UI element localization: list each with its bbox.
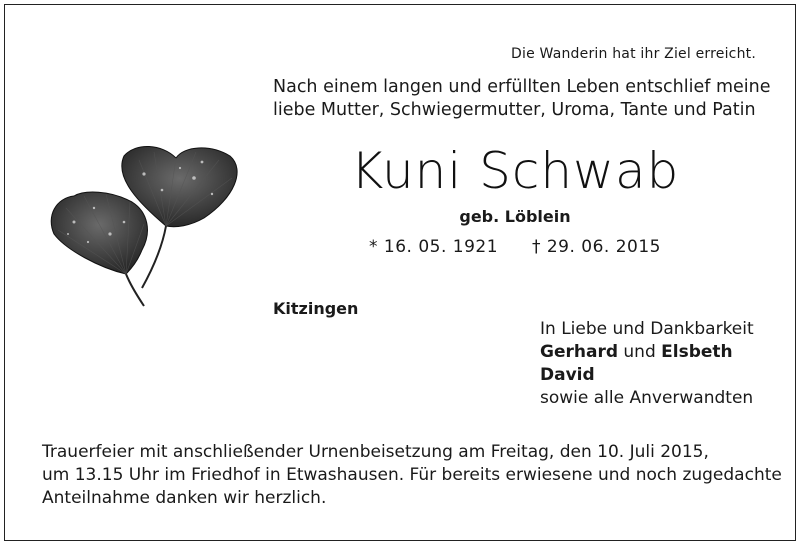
family-signature [540,318,754,410]
service-line: Trauerfeier mit anschließender Urnenbeisetzung am Freitag, den 10. Juli 2015, [42,442,709,462]
life-dates [0,237,800,257]
service-info [42,441,782,510]
family-connector: und [623,342,656,362]
family-line: In Liebe und Dankbarkeit [540,319,754,339]
family-member-name: Gerhard [540,342,618,362]
death-date: † 29. 06. 2015 [531,237,661,257]
city: Kitzingen [273,299,359,318]
maiden-name: geb. Löblein [459,207,571,226]
birth-date: * 16. 05. 1921 [369,237,499,257]
family-line [540,341,754,364]
family-line: sowie alle Anverwandten [540,388,754,408]
family-line [540,364,754,387]
family-surname: David [540,365,595,385]
service-line: Anteilnahme danken wir herzlich. [42,488,327,508]
family-member-name: Elsbeth [661,342,733,362]
motto: Die Wanderin hat ihr Ziel erreicht. [511,46,756,62]
intro-line: liebe Mutter, Schwiegermutter, Uroma, Tante und Patin [273,100,756,120]
intro-line: Nach einem langen und erfüllten Leben entschlief meine [273,77,771,97]
intro-text [273,76,771,122]
deceased-name: Kuni Schwab [350,142,680,200]
service-line: um 13.15 Uhr im Friedhof in Etwashausen. Für bereits erwiesene und noch zugedachte [42,465,782,485]
